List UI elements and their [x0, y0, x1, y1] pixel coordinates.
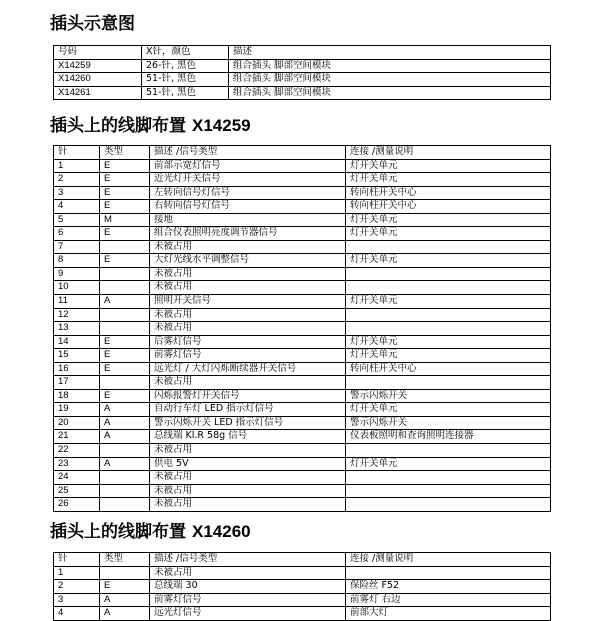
cell-pin: 16	[54, 362, 100, 376]
table-row	[54, 362, 551, 376]
cell-signal: 闪烁报警灯开关信号	[150, 389, 346, 403]
cell-pin: 25	[54, 484, 100, 498]
table-row	[54, 403, 551, 417]
header-description: 描述	[229, 46, 551, 60]
table-row	[54, 430, 551, 444]
cell-connection: 仪表板照明和查询照明连接器	[346, 430, 551, 444]
section-title-pinout-x14260	[50, 522, 251, 542]
table-row	[54, 607, 551, 621]
cell-type: M	[100, 213, 150, 227]
cell-connection: 灯开关单元	[346, 254, 551, 268]
section-title-pinout-x14259	[50, 116, 251, 136]
cell-signal: 未被占用	[150, 240, 346, 254]
cell-pin: 3	[54, 593, 100, 607]
cell-signal: 未被占用	[150, 308, 346, 322]
cell-connection: 警示闪烁开关	[346, 416, 551, 430]
cell-type: E	[100, 580, 150, 594]
cell-pin: 2	[54, 580, 100, 594]
cell-type	[100, 308, 150, 322]
cell-connection	[346, 471, 551, 485]
cell-pin: 14	[54, 335, 100, 349]
cell-pin: 4	[54, 200, 100, 214]
cell-pin: 20	[54, 416, 100, 430]
cell-type: A	[100, 295, 150, 309]
cell-description: 组合插头 脚部空间模块	[229, 73, 551, 87]
table-row	[54, 59, 551, 73]
table-row	[54, 389, 551, 403]
cell-connection	[346, 267, 551, 281]
cell-signal: 自动行车灯 LED 指示灯信号	[150, 403, 346, 417]
cell-pin: 8	[54, 254, 100, 268]
cell-type: E	[100, 349, 150, 363]
cell-pin: 11	[54, 295, 100, 309]
cell-signal: 总线端 30	[150, 580, 346, 594]
cell-connection	[346, 322, 551, 336]
cell-pin: 17	[54, 376, 100, 390]
header-signal: 描述 /信号类型	[150, 553, 346, 567]
cell-signal: 警示闪烁开关 LED 指示灯信号	[150, 416, 346, 430]
cell-type: A	[100, 430, 150, 444]
cell-connection: 警示闪烁开关	[346, 389, 551, 403]
cell-pin: 22	[54, 444, 100, 458]
cell-number: X14260	[54, 73, 142, 87]
table-row	[54, 308, 551, 322]
cell-signal: 前雾灯信号	[150, 349, 346, 363]
cell-signal: 后雾灯信号	[150, 335, 346, 349]
cell-pin: 13	[54, 322, 100, 336]
cell-pin: 10	[54, 281, 100, 295]
cell-number: X14261	[54, 86, 142, 100]
cell-pin: 12	[54, 308, 100, 322]
table-row	[54, 159, 551, 173]
cell-pin: 24	[54, 471, 100, 485]
pinout-title: 插头上的线脚布置	[50, 116, 186, 136]
cell-type: E	[100, 173, 150, 187]
cell-pins-color: 51-针, 黑色	[142, 86, 229, 100]
table-row	[54, 254, 551, 268]
cell-description: 组合插头 脚部空间模块	[229, 86, 551, 100]
header-type: 类型	[100, 553, 150, 567]
cell-type	[100, 444, 150, 458]
cell-type	[100, 240, 150, 254]
cell-connection: 灯开关单元	[346, 227, 551, 241]
table-row	[54, 240, 551, 254]
connector-view-title: 插头示意图	[50, 14, 135, 34]
cell-connection: 灯开关单元	[346, 335, 551, 349]
table-row	[54, 213, 551, 227]
table-row	[54, 376, 551, 390]
cell-type: E	[100, 362, 150, 376]
cell-connection: 转向柱开关中心	[346, 200, 551, 214]
cell-signal: 未被占用	[150, 281, 346, 295]
cell-pin: 9	[54, 267, 100, 281]
cell-type	[100, 322, 150, 336]
connector-table-header	[54, 46, 551, 60]
cell-signal: 大灯光线水平调整信号	[150, 254, 346, 268]
cell-signal: 未被占用	[150, 444, 346, 458]
cell-pin: 18	[54, 389, 100, 403]
cell-connection	[346, 240, 551, 254]
table-row	[54, 267, 551, 281]
cell-pin: 1	[54, 159, 100, 173]
table-row	[54, 322, 551, 336]
header-signal: 描述 /信号类型	[150, 146, 346, 160]
cell-type	[100, 498, 150, 512]
header-pins-color: X针，颜色	[142, 46, 229, 60]
cell-type: E	[100, 335, 150, 349]
pinout-title: 插头上的线脚布置	[50, 522, 186, 542]
cell-connection: 灯开关单元	[346, 295, 551, 309]
cell-signal: 前雾灯信号	[150, 593, 346, 607]
header-number: 号码	[54, 46, 142, 60]
table-row	[54, 86, 551, 100]
cell-signal: 未被占用	[150, 498, 346, 512]
cell-signal: 未被占用	[150, 376, 346, 390]
pinout-connector-code: X14260	[192, 522, 251, 541]
table-row	[54, 484, 551, 498]
cell-signal: 远光灯 / 大灯闪烁断续器开关信号	[150, 362, 346, 376]
cell-pin: 1	[54, 566, 100, 580]
pinout-table-header	[54, 553, 551, 567]
cell-connection: 灯开关单元	[346, 173, 551, 187]
cell-signal: 远光灯信号	[150, 607, 346, 621]
cell-connection	[346, 308, 551, 322]
cell-pin: 3	[54, 186, 100, 200]
cell-signal: 右转向信号灯信号	[150, 200, 346, 214]
table-row	[54, 349, 551, 363]
header-connection: 连接 /测量说明	[346, 146, 551, 160]
cell-signal: 组合仪表照明亮度调节器信号	[150, 227, 346, 241]
cell-signal: 未被占用	[150, 471, 346, 485]
cell-connection	[346, 566, 551, 580]
table-row	[54, 173, 551, 187]
cell-type: A	[100, 593, 150, 607]
cell-pin: 21	[54, 430, 100, 444]
cell-type: A	[100, 403, 150, 417]
cell-type: A	[100, 416, 150, 430]
header-type: 类型	[100, 146, 150, 160]
cell-pin: 6	[54, 227, 100, 241]
cell-signal: 未被占用	[150, 566, 346, 580]
table-row	[54, 186, 551, 200]
cell-connection	[346, 444, 551, 458]
cell-connection: 保险丝 F52	[346, 580, 551, 594]
pinout-table-header	[54, 146, 551, 160]
cell-number: X14259	[54, 59, 142, 73]
cell-type	[100, 281, 150, 295]
cell-type: E	[100, 159, 150, 173]
cell-pin: 15	[54, 349, 100, 363]
header-pin: 针	[54, 146, 100, 160]
table-row	[54, 295, 551, 309]
cell-pins-color: 51-针, 黑色	[142, 73, 229, 87]
cell-connection: 前部大灯	[346, 607, 551, 621]
cell-type	[100, 267, 150, 281]
cell-connection: 灯开关单元	[346, 457, 551, 471]
cell-connection: 灯开关单元	[346, 349, 551, 363]
table-row	[54, 227, 551, 241]
cell-pin: 4	[54, 607, 100, 621]
cell-connection	[346, 376, 551, 390]
cell-type	[100, 471, 150, 485]
table-row	[54, 457, 551, 471]
cell-type: E	[100, 227, 150, 241]
cell-connection	[346, 484, 551, 498]
header-pin: 针	[54, 553, 100, 567]
pinout-table-x14260	[53, 552, 551, 621]
connector-table	[53, 45, 551, 100]
cell-type	[100, 376, 150, 390]
cell-connection: 灯开关单元	[346, 403, 551, 417]
cell-type: E	[100, 186, 150, 200]
cell-connection: 转向柱开关中心	[346, 186, 551, 200]
cell-connection: 灯开关单元	[346, 213, 551, 227]
cell-connection: 转向柱开关中心	[346, 362, 551, 376]
cell-signal: 未被占用	[150, 267, 346, 281]
cell-connection	[346, 281, 551, 295]
table-row	[54, 566, 551, 580]
table-row	[54, 200, 551, 214]
cell-signal: 接地	[150, 213, 346, 227]
table-row	[54, 73, 551, 87]
cell-type: E	[100, 389, 150, 403]
cell-signal: 近光灯开关信号	[150, 173, 346, 187]
cell-pin: 19	[54, 403, 100, 417]
table-row	[54, 498, 551, 512]
cell-type: E	[100, 254, 150, 268]
cell-type	[100, 484, 150, 498]
cell-type: A	[100, 457, 150, 471]
table-row	[54, 335, 551, 349]
pinout-connector-code: X14259	[192, 116, 251, 135]
header-connection: 连接 /测量说明	[346, 553, 551, 567]
table-row	[54, 580, 551, 594]
cell-type: E	[100, 200, 150, 214]
table-row	[54, 444, 551, 458]
cell-signal: 未被占用	[150, 322, 346, 336]
cell-signal: 供电 5V	[150, 457, 346, 471]
cell-type: A	[100, 607, 150, 621]
cell-description: 组合插头 脚部空间模块	[229, 59, 551, 73]
table-row	[54, 416, 551, 430]
section-title-connector-view	[50, 14, 135, 34]
pinout-table-x14259	[53, 145, 551, 512]
cell-connection	[346, 498, 551, 512]
table-row	[54, 593, 551, 607]
cell-pin: 5	[54, 213, 100, 227]
cell-pin: 7	[54, 240, 100, 254]
cell-pin: 2	[54, 173, 100, 187]
cell-pins-color: 26-针, 黑色	[142, 59, 229, 73]
cell-signal: 照明开关信号	[150, 295, 346, 309]
cell-signal: 未被占用	[150, 484, 346, 498]
cell-signal: 左转向信号灯信号	[150, 186, 346, 200]
cell-signal: 前部示宽灯信号	[150, 159, 346, 173]
table-row	[54, 281, 551, 295]
table-row	[54, 471, 551, 485]
cell-type	[100, 566, 150, 580]
cell-signal: 总线端 Kl.R 58g 信号	[150, 430, 346, 444]
cell-connection: 灯开关单元	[346, 159, 551, 173]
cell-pin: 26	[54, 498, 100, 512]
cell-pin: 23	[54, 457, 100, 471]
cell-connection: 前雾灯 右边	[346, 593, 551, 607]
